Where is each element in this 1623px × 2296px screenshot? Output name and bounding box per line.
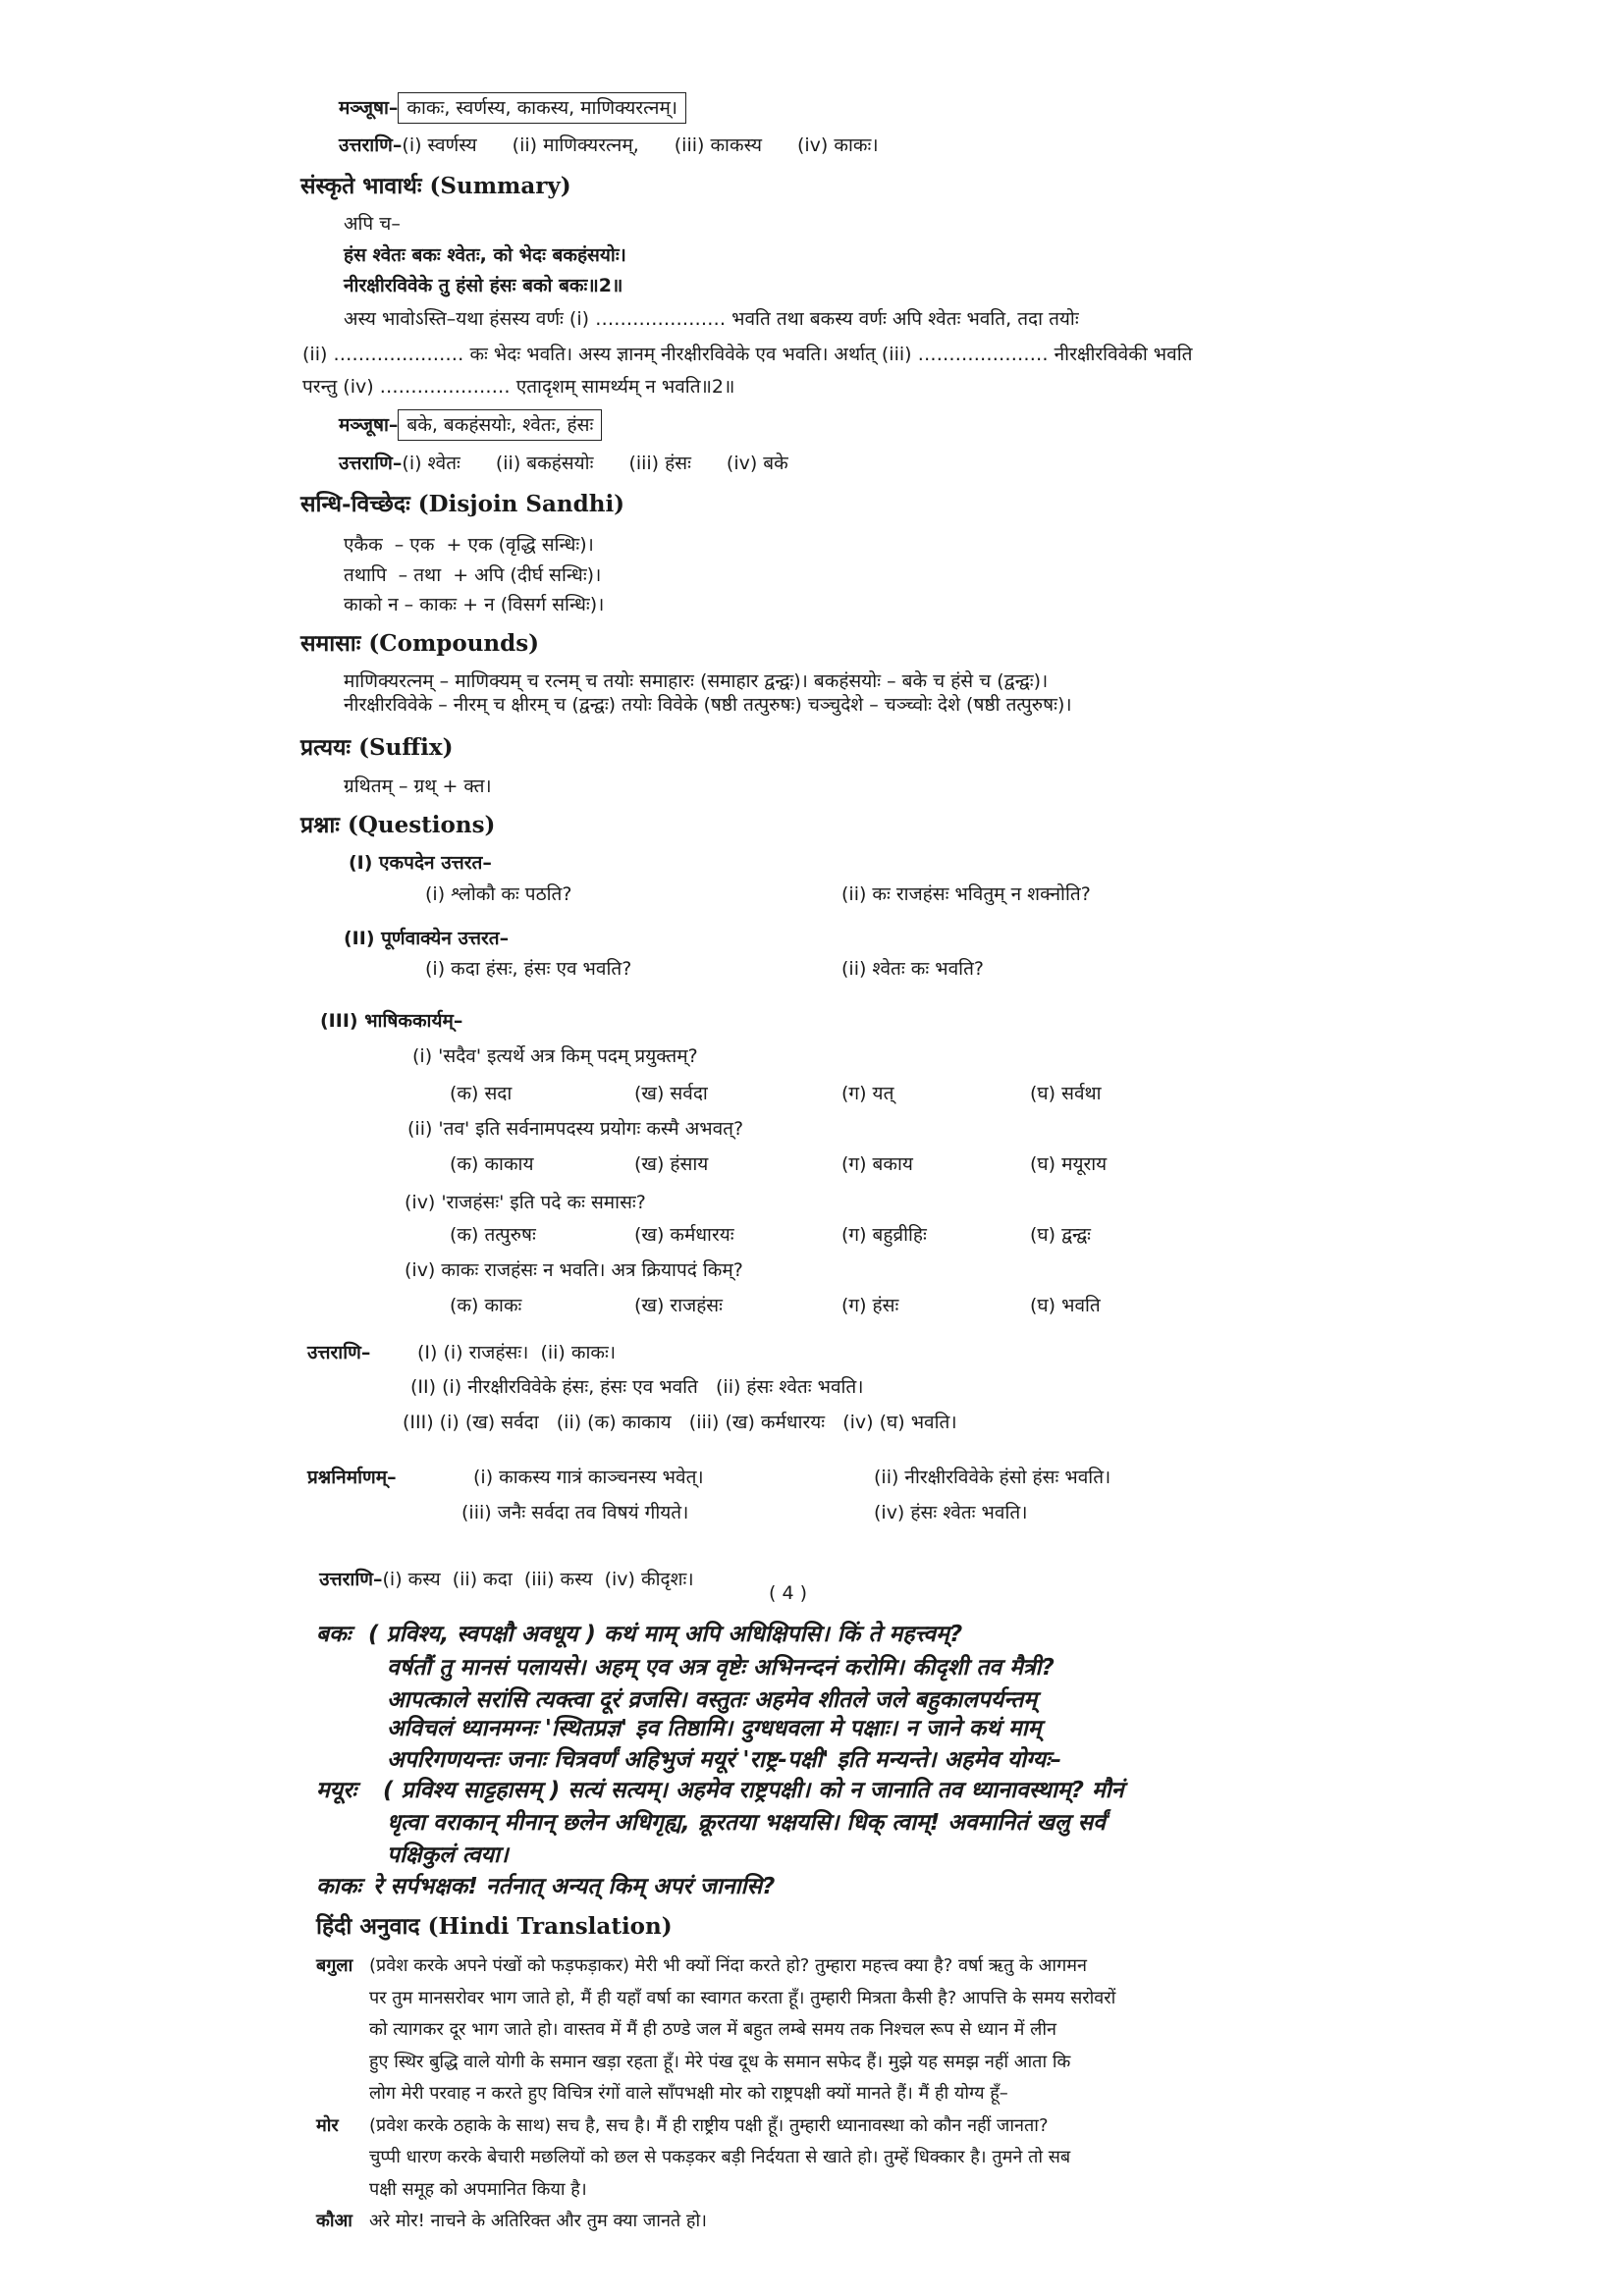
answer-line: (III) (i) (ख) सर्वदा (ii) (क) काकाय (iii) (ख) कर्मधारयः (iv) (घ) भवति। [403,1412,957,1433]
mcq-option: (ग) बहुव्रीहिः [841,1224,927,1246]
answer-item: (ii) बकहंसयोः [495,453,594,474]
answers-row [307,1538,694,1593]
suffix-heading: प्रत्ययः (Suffix) [300,734,454,761]
verse-line: हंस श्वेतः बकः श्वेतः, को भेदः बकहंसयोः। [344,244,626,266]
mcq-option: (घ) द्वन्द्वः [1030,1224,1092,1246]
hindi-translation-heading: हिंदी अनुवाद (Hindi Translation) [316,1913,673,1940]
dialogue-line: पक्षिकुलं त्वया। [387,1842,509,1868]
mcq-option: (घ) मयूराय [1030,1153,1108,1175]
answer-item: (iii) हंसः [628,453,691,474]
mcq-option: (ख) राजहंसः [634,1295,723,1316]
word-box: काकः, स्वर्णस्य, काकस्य, माणिक्यरत्नम्। [398,92,686,124]
translation-line: चुप्पी धारण करके बेचारी मछलियों को छल से पकड़कर बड़ी निर्दयता से खाते हो। तुम्हें धिक्कार है। तुमने तो सब [369,2147,1071,2167]
summary-heading: संस्कृते भावार्थः (Summary) [300,173,571,199]
answers-row [339,450,788,477]
translation-speaker: बगुला [316,1955,353,1976]
word-box-label: मञ्जूषा– [339,414,399,436]
summary-paragraph-line: अस्य भावोऽस्ति–यथा हंसस्य वर्णः (i) ………………… भवति तथा बकस्य वर्णः अपि श्वेतः भवति, तदा तयोः [344,308,1079,330]
answer-item: (iii) काकस्य [674,134,762,156]
dialogue-line: अविचलं ध्यानमग्नः 'स्थितप्रज्ञ' इव तिष्ठामि। दुग्धधवला मे पक्षाः। न जाने कथं माम् [387,1716,1042,1741]
answer-item: (ii) माणिक्यरत्नम्, [512,134,639,156]
frame-question-item: (ii) नीरक्षीरविवेके हंसो हंसः भवति। [874,1467,1111,1488]
question-item: (i) श्लोकौ कः पठति? [425,883,572,905]
suffix-line: ग्रथितम् – ग्रथ् + क्त। [344,775,492,797]
sandhi-line: काको न – काकः + न (विसर्ग सन्धिः)। [344,594,605,615]
answers-label: उत्तराणि– [339,134,403,156]
word-box-label: मञ्जूषा– [339,97,399,119]
sandhi-line: तथापि – तथा + अपि (दीर्घ सन्धिः)। [344,564,602,586]
dialogue-line: आपत्काले सरांसि त्यक्त्वा दूरं व्रजसि। वस्तुतः अहमेव शीतले जले बहुकालपर्यन्तम् [387,1687,1038,1713]
mcq-option: (ख) हंसाय [634,1153,709,1175]
word-box: बके, बकहंसयोः, श्वेतः, हंसः [398,409,602,441]
answers-label: उत्तराणि– [319,1569,383,1590]
frame-question-item: (i) काकस्य गात्रं काञ्चनस्य भवेत्। [473,1467,704,1488]
answers-row [339,132,879,159]
sandhi-line: एकैक – एक + एक (वृद्धि सन्धिः)। [344,534,594,556]
answer-line: (I) (i) राजहंसः। (ii) काकः। [417,1342,617,1363]
question-item: (ii) श्वेतः कः भवति? [841,958,984,980]
answers-label: उत्तराणि– [307,1342,371,1363]
verse-line: नीरक्षीरविवेके तु हंसो हंसः बको बकः॥2॥ [344,275,623,296]
section-number: ( 4 ) [769,1582,807,1604]
questions-heading: प्रश्नाः (Questions) [300,812,496,838]
mcq-option: (ग) बकाय [841,1153,913,1175]
translation-speaker: मोर [316,2115,339,2136]
mcq-question: (iv) काकः राजहंसः न भवति। अत्र क्रियापदं किम्? [405,1259,743,1281]
translation-line: पर तुम मानसरोवर भाग जाते हो, मैं ही यहाँ वर्षा का स्वागत करता हूँ। तुम्हारी मित्रता कैसी है? आपत्ति के समय सरोवरों [369,1988,1116,2008]
mcq-option: (क) तत्पुरुषः [450,1224,536,1246]
answer-line: (II) (i) नीरक्षीरविवेके हंसः, हंसः एव भवति (ii) हंसः श्वेतः भवति। [410,1376,864,1398]
translation-line: अरे मोर! नाचने के अतिरिक्त और तुम क्या जानते हो। [369,2211,707,2231]
dialogue-speaker: बकः [316,1622,352,1647]
samasa-line: माणिक्यरत्नम् – माणिक्यम् च रत्नम् च तयोः समाहारः (समाहार द्वन्द्वः)। बकहंसयोः – बके च हंसे च (द्वन्द्वः)। [344,670,1049,692]
summary-paragraph-line: (ii) ………………… कः भेदः भवति। अस्य ज्ञानम् नीरक्षीरविवेके एव भवति। अर्थात् (iii) ………………… नीरक्षीरविवेकी भवति [302,344,1193,365]
mcq-option: (ग) हंसः [841,1295,899,1316]
mcq-option: (ग) यत् [841,1083,894,1104]
mcq-option: (घ) सर्वथा [1030,1083,1102,1104]
answer-item: (iv) काकः। [796,134,879,156]
translation-line: (प्रवेश करके ठहाके के साथ) सच है, सच है। मैं ही राष्ट्रीय पक्षी हूँ। तुम्हारी ध्यानावस्था को कौन नहीं जानता? [369,2115,1049,2136]
frame-question-item: (iii) जनैः सर्वदा तव विषयं गीयते। [461,1502,689,1523]
dialogue-speaker: मयूरः [316,1778,357,1803]
word-box-row [339,409,602,441]
samasa-heading: समासाः (Compounds) [300,630,540,657]
dialogue-line: ( प्रविश्य, स्वपक्षौ अवधूय ) कथं माम् अपि अधिक्षिपसि। किं ते महत्त्वम्? [368,1622,963,1647]
dialogue-line: ( प्रविश्य साट्टहासम् ) सत्यं सत्यम्। अहमेव राष्ट्रपक्षी। को न जानाति तव ध्यानावस्थाम्? मौनं [383,1778,1124,1803]
translation-line: को त्यागकर दूर भाग जाते हो। वास्तव में मैं ही ठण्डे जल में बहुत लम्बे समय तक निश्चल रूप से ध्यान में लीन [369,2019,1057,2040]
dialogue-line: धृत्वा वराकान् मीनान् छलेन अधिगृह्य, क्रूरतया भक्षयसि। धिक् त्वाम्! अवमानितं खलु सर्वं [387,1810,1106,1836]
mcq-question: (i) 'सदैव' इत्यर्थे अत्र किम् पदम् प्रयुक्तम्? [412,1045,698,1067]
dialogue-line: वर्षतौं तु मानसं पलायसे। अहम् एव अत्र वृष्टेः अभिनन्दनं करोमि। कीदृशी तव मैत्री? [387,1655,1055,1681]
summary-paragraph-line: परन्तु (iv) ………………… एतादृशम् सामर्थ्यम् न भवति॥2॥ [302,376,735,398]
answer-item: (i) श्वेतः [402,453,460,474]
answer-line: (i) कस्य (ii) कदा (iii) कस्य (iv) कीदृशः। [382,1569,694,1590]
word-box-row [339,92,686,124]
mcq-option: (क) काकाय [450,1153,534,1175]
dialogue-line: अपरिगणयन्तः जनाः चित्रवर्णं अहिभुजं मयूरं 'राष्ट्र-पक्षी' इति मन्यन्ते। अहमेव योग्यः– [387,1747,1062,1773]
answer-item: (i) स्वर्णस्य [402,134,477,156]
translation-speaker: कौआ [316,2211,352,2231]
mcq-option: (क) काकः [450,1295,522,1316]
dialogue-speaker: काकः [316,1874,361,1899]
translation-line: लोग मेरी परवाह न करते हुए विचित्र रंगों वाले साँपभक्षी मोर को राष्ट्रपक्षी क्यों मानते हैं। मैं ही योग्य हूँ– [369,2083,1008,2104]
translation-line: पक्षी समूह को अपमानित किया है। [369,2179,587,2200]
sandhi-heading: सन्धि-विच्छेदः (Disjoin Sandhi) [300,491,625,517]
mcq-option: (ख) सर्वदा [634,1083,708,1104]
translation-line: (प्रवेश करके अपने पंखों को फड़फड़ाकर) मेरी भी क्यों निंदा करते हो? तुम्हारा महत्त्व क्या है? वर्षा ऋतु के आगमन [369,1955,1087,1976]
mcq-option: (ख) कर्मधारयः [634,1224,734,1246]
translation-line: हुए स्थिर बुद्धि वाले योगी के समान खड़ा रहता हूँ। मेरे पंख दूध के समान सफेद हैं। मुझे यह समझ नहीं आता कि [369,2052,1071,2072]
answers-label: उत्तराणि– [339,453,403,474]
answer-item: (iv) बके [726,453,788,474]
question-part-label: (III) भाषिककार्यम्– [320,1010,463,1032]
frame-question-item: (iv) हंसः श्वेतः भवति। [874,1502,1028,1523]
summary-intro: अपि च– [344,213,401,235]
samasa-line: नीरक्षीरविवेके – नीरम् च क्षीरम् च (द्वन्द्वः) तयोः विवेके (षष्ठी तत्पुरुषः) चञ्चुदेशे – चञ्च्वोः देशे (षष्ठी तत्पुरुषः)। [344,694,1072,716]
question-item: (i) कदा हंसः, हंसः एव भवति? [425,958,632,980]
mcq-question: (ii) 'तव' इति सर्वनामपदस्य प्रयोगः कस्मै अभवत्? [407,1118,744,1140]
question-item: (ii) कः राजहंसः भवितुम् न शक्नोति? [841,883,1091,905]
frame-questions-label: प्रश्ननिर्माणम्– [307,1467,397,1488]
mcq-option: (क) सदा [450,1083,513,1104]
mcq-option: (घ) भवति [1030,1295,1101,1316]
question-part-label: (I) एकपदेन उत्तरत– [349,852,492,874]
question-part-label: (II) पूर्णवाक्येन उत्तरत– [344,928,510,949]
dialogue-line: रे सर्पभक्षक! नर्तनात् अन्यत् किम् अपरं जानासि? [373,1874,776,1899]
mcq-question: (iv) 'राजहंसः' इति पदे कः समासः? [405,1192,646,1213]
